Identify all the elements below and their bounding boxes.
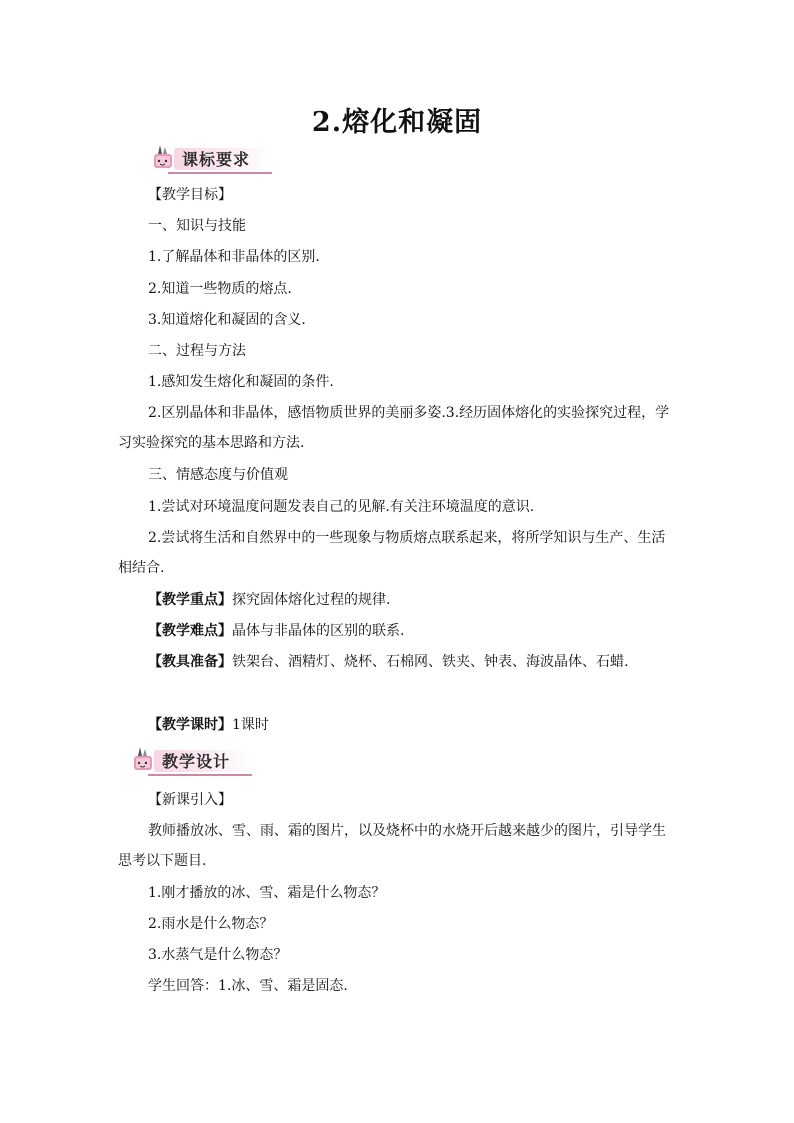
question-item: 1.刚才播放的冰、雪、霜是什么物态？ <box>148 885 386 901</box>
hours-row <box>148 715 708 735</box>
key-point-text: 探究固体熔化过程的规律. <box>232 592 391 608</box>
emotion-item: 2.尝试将生活和自然界中的一些现象与物质熔点联系起来，将所学知识与生产、生活相结合. <box>118 530 666 576</box>
intro-heading: 【新课引入】 <box>148 792 232 808</box>
hours-text: 1课时 <box>232 717 269 733</box>
emotion-item: 1.尝试对环境温度问题发表自己的见解.有关注环境温度的意识. <box>148 499 535 515</box>
process-item: 1.感知发生熔化和凝固的条件. <box>148 374 334 390</box>
teaching-goals-heading: 【教学目标】 <box>148 187 232 203</box>
process-heading: 二、过程与方法 <box>148 343 246 359</box>
key-point-row <box>148 590 708 610</box>
difficulty-text: 晶体与非晶体的区别的联系. <box>232 623 405 639</box>
question-item: 3.水蒸气是什么物态？ <box>148 947 288 963</box>
knowledge-heading: 一、知识与技能 <box>148 218 246 234</box>
knowledge-item: 3.知道熔化和凝固的含义. <box>148 312 306 328</box>
section-header-design <box>128 744 252 778</box>
knowledge-item: 1.了解晶体和非晶体的区别. <box>148 249 320 265</box>
hours-label: 【教学课时】 <box>148 717 232 733</box>
knowledge-item: 2.知道一些物质的熔点. <box>148 281 292 297</box>
section-header-label: 课标要求 <box>182 150 251 169</box>
section-header-label: 教学设计 <box>162 752 231 771</box>
equipment-text: 铁架台、酒精灯、烧杯、石棉网、铁夹、钟表、海波晶体、石蜡. <box>232 654 629 670</box>
emotion-heading: 三、情感态度与价值观 <box>148 467 288 483</box>
difficulty-row <box>148 621 708 641</box>
student-answer: 学生回答：1.冰、雪、霜是固态. <box>148 978 348 994</box>
process-item: 2.区别晶体和非晶体，感悟物质世界的美丽多姿.3.经历固体熔化的实验探究过程，学习实验探究的基本思路和方法. <box>118 405 670 451</box>
question-item: 2.雨水是什么物态？ <box>148 916 274 932</box>
equipment-label: 【教具准备】 <box>148 654 232 670</box>
page-title: 2.熔化和凝固 <box>311 107 483 138</box>
key-point-label: 【教学重点】 <box>148 592 232 608</box>
equipment-row <box>118 647 678 677</box>
intro-text: 教师播放冰、雪、雨、霜的图片，以及烧杯中的水烧开后越来越少的图片，引导学生思考以下题目. <box>118 823 666 869</box>
section-header-standards <box>148 142 272 176</box>
difficulty-label: 【教学难点】 <box>148 623 232 639</box>
